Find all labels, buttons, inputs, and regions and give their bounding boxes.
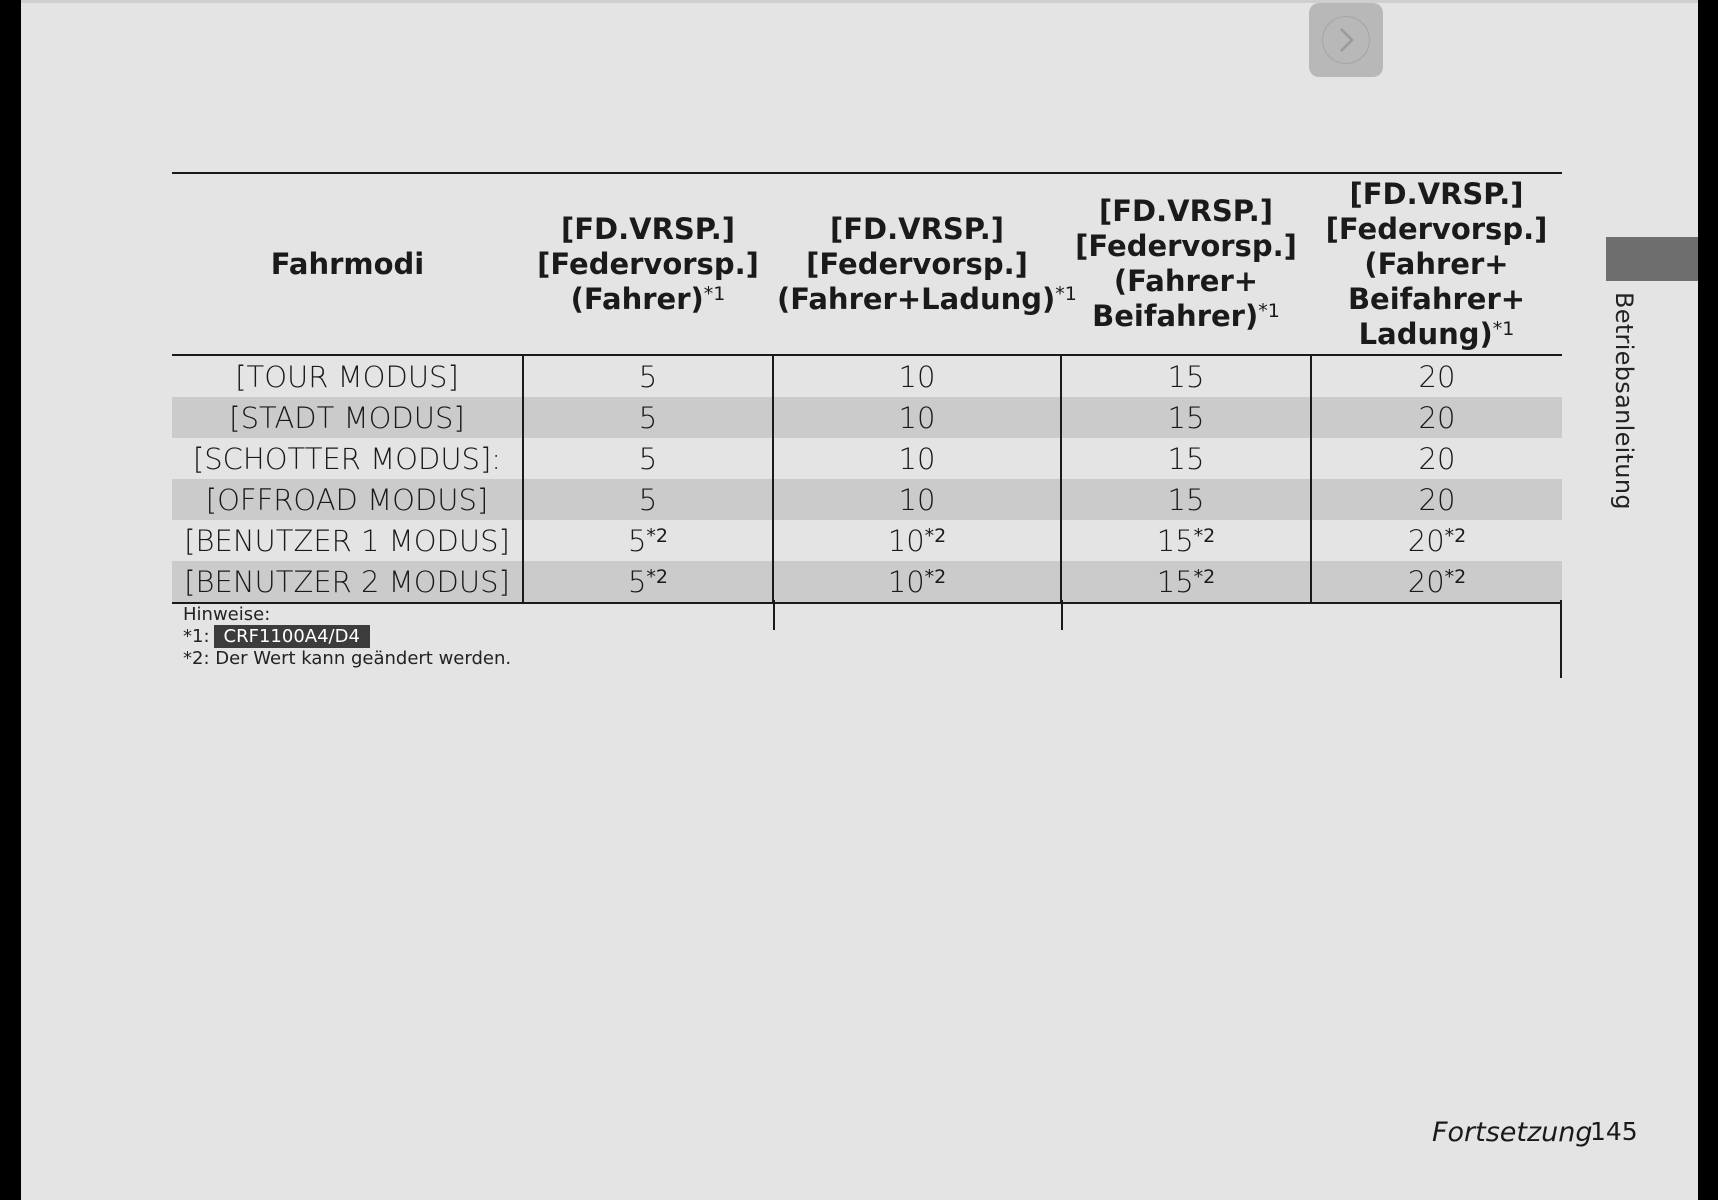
table-row: [172, 397, 1562, 438]
footnote-ref: *1: [703, 282, 726, 305]
header-line: [Federvorsp.]: [1325, 211, 1548, 246]
model-badge: CRF1100A4/D4: [214, 625, 370, 648]
cell-value: 10: [898, 441, 936, 476]
cell-value: 15: [1156, 523, 1194, 558]
header-cell: [773, 173, 1077, 355]
section-tab-label: Betriebsanleitung: [1610, 292, 1638, 510]
header-line: Beifahrer): [1092, 299, 1259, 333]
cell-value: 15: [1167, 482, 1205, 517]
preload-value-cell: [773, 561, 1061, 603]
cell-value: 5: [638, 359, 658, 394]
cell-value: 10: [898, 400, 936, 435]
footnote-ref: *2: [646, 565, 669, 588]
preload-value-cell: [1061, 438, 1311, 479]
table-row: [172, 479, 1562, 520]
table-row: [172, 520, 1562, 561]
cell-value: [TOUR MODUS]: [235, 359, 459, 394]
mode-name-cell: [172, 520, 523, 561]
next-page-button[interactable]: [1309, 3, 1383, 77]
cell-value: 15: [1156, 564, 1194, 599]
header-line: [Federvorsp.]: [806, 246, 1028, 281]
footnotes: [183, 604, 511, 669]
cell-value: [OFFROAD MODUS]: [205, 482, 489, 517]
footnote-ref: *1: [1055, 282, 1077, 305]
footnote-1: [183, 625, 511, 648]
notes-heading: Hinweise:: [183, 604, 271, 625]
preload-value-cell: [1311, 355, 1562, 397]
cell-value: 10: [887, 523, 925, 558]
header-cell: [1311, 173, 1562, 355]
preload-value-cell: [1061, 355, 1311, 397]
mode-name-cell: [172, 355, 523, 397]
header-line: (Fahrer): [570, 281, 704, 316]
preload-value-cell: [1061, 561, 1311, 603]
footnote-ref: *1: [1492, 317, 1515, 340]
footnote-ref: *2: [646, 524, 669, 547]
cell-value: 5: [638, 441, 658, 476]
preload-value-cell: [523, 355, 773, 397]
preload-value-cell: [523, 397, 773, 438]
preload-value-cell: [1311, 438, 1562, 479]
cell-value: [STADT MODUS]: [229, 400, 465, 435]
cell-value: 5: [627, 523, 647, 558]
footnote-ref: *2: [924, 565, 947, 588]
mode-name-cell: [172, 479, 523, 520]
preload-value-cell: [523, 561, 773, 603]
preload-value-cell: [1061, 479, 1311, 520]
page-number: 145: [1590, 1117, 1638, 1146]
cell-value: 20: [1418, 441, 1456, 476]
table-row: [172, 438, 1562, 479]
preload-value-cell: [1061, 397, 1311, 438]
preload-value-cell: [773, 397, 1061, 438]
header-line: [FD.VRSP.]: [1349, 176, 1524, 211]
cell-value: 5: [627, 564, 647, 599]
cell-value: 15: [1167, 441, 1205, 476]
preload-value-cell: [1311, 397, 1562, 438]
section-tab-marker: [1606, 237, 1698, 281]
footnote-1-marker: *1:: [183, 626, 210, 647]
header-line: [Federvorsp.]: [1075, 229, 1297, 263]
preload-value-cell: [773, 438, 1061, 479]
header-line: [Federvorsp.]: [537, 246, 759, 281]
preload-value-cell: [1311, 561, 1562, 603]
continuation-label: Fortsetzung: [1432, 1117, 1593, 1148]
cell-value: 20: [1418, 482, 1456, 517]
chevron-right-icon: [1322, 16, 1370, 64]
table-row: [172, 355, 1562, 397]
header-cell: [1061, 173, 1311, 355]
header-line: (Fahrer+: [1364, 246, 1509, 281]
cell-value: 5: [638, 400, 658, 435]
header-line: [FD.VRSP.]: [1098, 194, 1273, 228]
cell-value: 10: [898, 482, 936, 517]
cell-value: 20: [1407, 564, 1445, 599]
preload-value-cell: [1311, 479, 1562, 520]
mode-name-cell: [172, 438, 523, 479]
cell-value: [SCHOTTER MODUS]:: [192, 441, 502, 476]
cell-value: 10: [887, 564, 925, 599]
footnote-ref: *2: [1193, 524, 1216, 547]
preload-value-cell: [523, 520, 773, 561]
preload-value-cell: [523, 438, 773, 479]
footnote-ref: *1: [1258, 300, 1280, 322]
preload-value-cell: [773, 520, 1061, 561]
footnote-ref: *2: [1193, 565, 1216, 588]
header-cell: [523, 173, 773, 355]
footnote-ref: *2: [924, 524, 947, 547]
footnote-ref: *2: [1444, 524, 1467, 547]
table-header-row: [172, 173, 1562, 355]
footnote-2: *2: Der Wert kann geändert werden.: [183, 648, 512, 669]
suspension-preload-table: [172, 172, 1562, 604]
preload-value-cell: [523, 479, 773, 520]
cell-value: 20: [1418, 400, 1456, 435]
header-line: Ladung): [1358, 316, 1493, 351]
header-line: [FD.VRSP.]: [560, 211, 735, 246]
header-cell: [172, 173, 523, 355]
cell-value: 15: [1167, 400, 1205, 435]
cell-value: [BENUTZER 1 MODUS]: [184, 523, 510, 558]
preload-value-cell: [1061, 520, 1311, 561]
header-line: (Fahrer+: [1113, 264, 1259, 298]
header-line: Fahrmodi: [270, 246, 425, 281]
preload-value-cell: [773, 479, 1061, 520]
cell-value: [BENUTZER 2 MODUS]: [184, 564, 510, 599]
cell-value: 20: [1418, 359, 1456, 394]
mode-name-cell: [172, 397, 523, 438]
header-line: (Fahrer+Ladung): [777, 281, 1056, 316]
cell-value: 10: [898, 359, 936, 394]
table-row: [172, 561, 1562, 603]
cell-value: 15: [1167, 359, 1205, 394]
cell-value: 5: [638, 482, 658, 517]
header-line: [FD.VRSP.]: [829, 211, 1004, 246]
mode-name-cell: [172, 561, 523, 603]
header-line: Beifahrer+: [1347, 281, 1526, 316]
preload-value-cell: [773, 355, 1061, 397]
preload-value-cell: [1311, 520, 1562, 561]
footnote-ref: *2: [1444, 565, 1467, 588]
cell-value: 20: [1407, 523, 1445, 558]
